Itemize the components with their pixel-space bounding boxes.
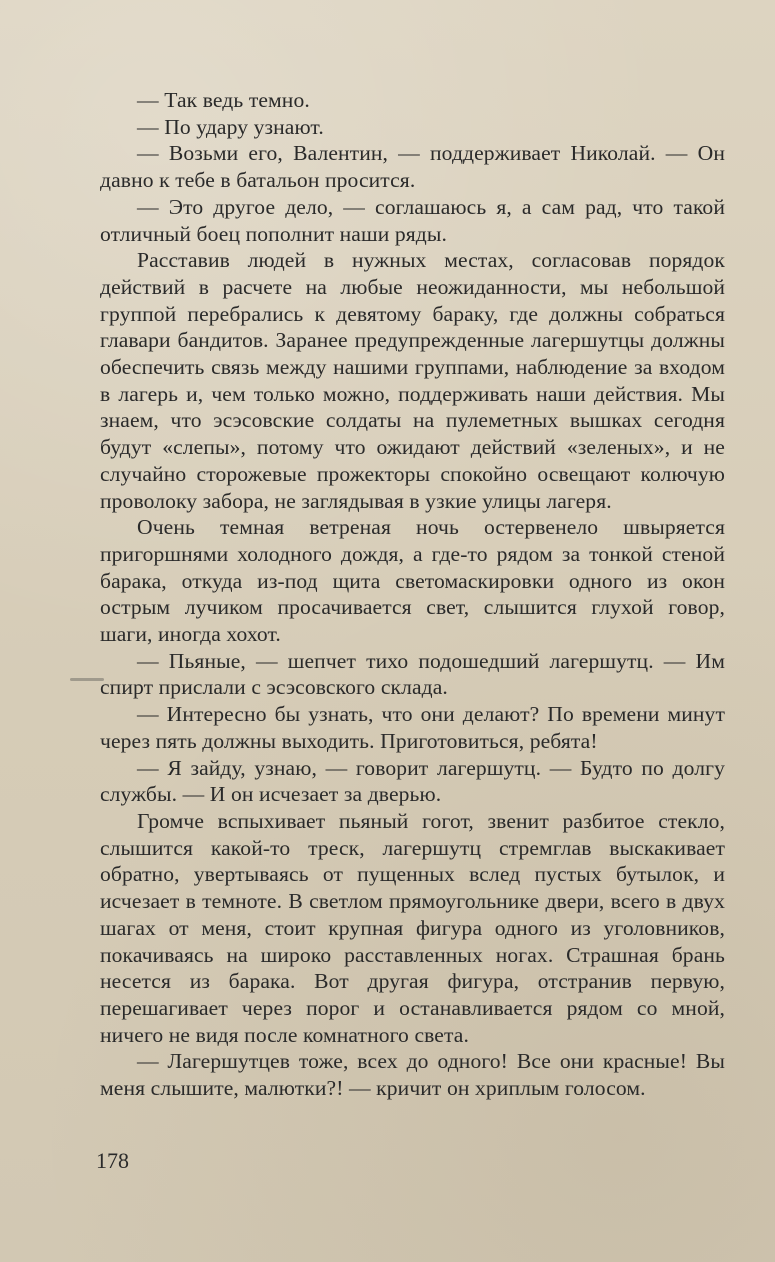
paragraph: — Я зайду, узнаю, — говорит лагершутц. — Будто по долгу службы. — И он исчезает за дверью. <box>100 755 725 807</box>
paragraph: — Лагершутцев тоже, всех до одного! Все они красные! Вы меня слышите, малютки?! — кричит он хриплым голосом. <box>100 1049 725 1101</box>
page-number: 178 <box>96 1148 129 1173</box>
ink-smudge <box>70 678 104 681</box>
paragraph: Громче вспыхивает пьяный гогот, звенит разбитое стекло, слышится какой-то треск, лагершутц стремглав выскакивает обратно, увертываясь от пущенных вслед пустых бутылок, и исчезает в темноте. В светлом прямоугольнике двери, всего в двух шагах от меня, стоит крупная фигура одного из уголовников, покачиваясь на широко расставленных ногах. Страшная брань несется из барака. Вот другая фигура, отстранив первую, перешагивает через порог и останавливается рядом со мной, ничего не видя после комнатного света. <box>100 808 725 1047</box>
paragraph: — Пьяные, — шепчет тихо подошедший лагершутц. — Им спирт прислали с эсэсовского склада. <box>100 648 725 700</box>
paragraph: — Интересно бы узнать, что они делают? По времени минут через пять должны выходить. Приготовиться, ребята! <box>100 702 725 753</box>
paragraph: — Возьми его, Валентин, — поддерживает Николай. — Он давно к тебе в батальон просится. <box>100 141 725 193</box>
paragraph: — Так ведь темно. <box>137 88 310 112</box>
paragraph: Очень темная ветреная ночь остервенело швыряется пригоршнями холодного дождя, а где-то рядом за тонкой стеной барака, откуда из-под щита светомаскировки одного из окон острым лучиком просачивается свет, слышится глухой говор, шаги, иногда хохот. <box>100 515 725 647</box>
paragraph: — По удару узнают. <box>137 114 324 139</box>
paragraph: — Это другое дело, — соглашаюсь я, а сам рад, что такой отличный боец пополнит наши ряды. <box>100 194 725 246</box>
body-text <box>100 87 725 1102</box>
paragraph: Расставив людей в нужных местах, согласовав порядок действий в расчете на любые неожиданности, мы небольшой группой перебрались к девятому бараку, где должны собраться главари бандитов. Заранее предупрежденные лагершутцы должны обеспечить связь между нашими группами, наблюдение за входом в лагерь и, чем только можно, поддерживать наши действия. Мы знаем, что эсэсовские солдаты на пулеметных вышках сегодня будут «слепы», потому что ожидают действий «зеленых», и не случайно сторожевые прожекторы спокойно освещают колючую проволоку забора, не заглядывая в узкие улицы лагеря. <box>100 248 725 513</box>
